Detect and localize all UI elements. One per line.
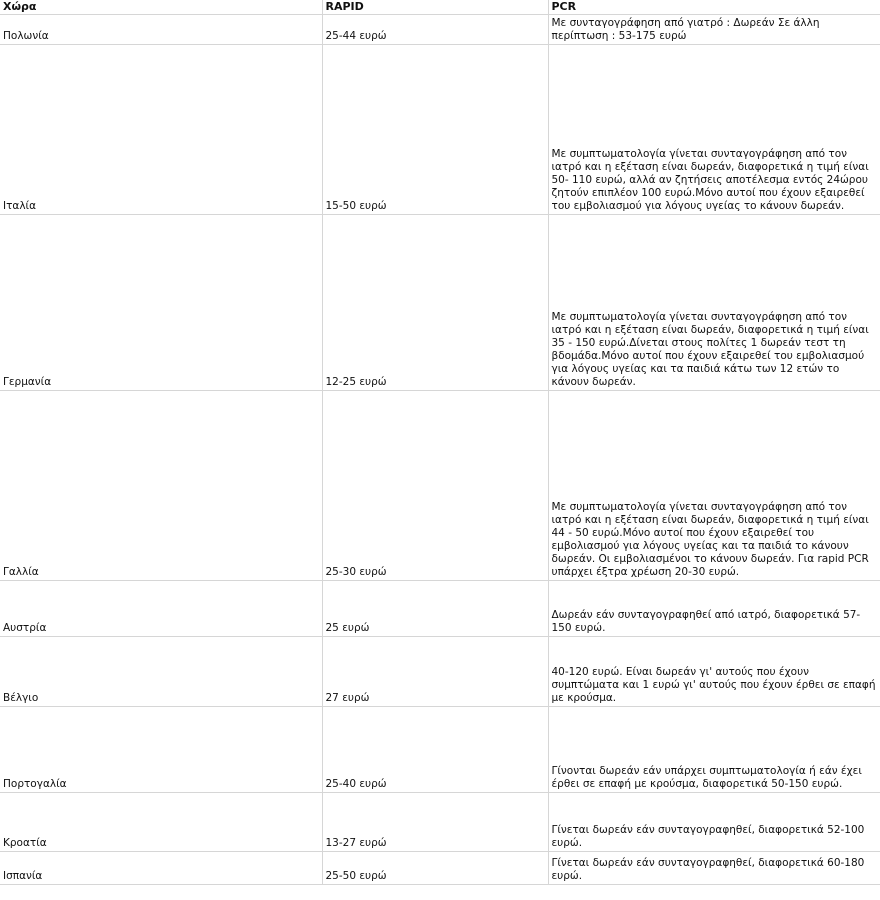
cell-rapid: 27 ευρώ <box>322 637 548 707</box>
cell-pcr: Γίνεται δωρεάν εάν συνταγογραφηθεί, διαφορετικά 52-100 ευρώ. <box>548 793 880 852</box>
header-country: Χώρα <box>0 0 322 15</box>
cell-pcr: 40-120 ευρώ. Είναι δωρεάν γι' αυτούς που έχουν συμπτώματα και 1 ευρώ γι' αυτούς που έχουν έρθει σε επαφή με κρούσμα. <box>548 637 880 707</box>
table-row <box>0 15 880 45</box>
cell-country: Πορτογαλία <box>0 707 322 793</box>
cell-country: Γαλλία <box>0 391 322 581</box>
table-row <box>0 581 880 637</box>
cell-rapid: 12-25 ευρώ <box>322 215 548 391</box>
table-row <box>0 391 880 581</box>
cell-pcr: Με συμπτωματολογία γίνεται συνταγογράφηση από τον ιατρό και η εξέταση είναι δωρεάν, διαφορετικά η τιμή είναι 50- 110 ευρώ, αλλά αν ζητήσεις αποτέλεσμα εντός 24ώρου ζητούν επιπλέον 100 ευρώ.Μόνο αυτοί που έχουν εξαιρεθεί του εμβολιασμού για λόγους υγείας το κάνουν δωρεάν. <box>548 45 880 215</box>
cell-rapid: 25-40 ευρώ <box>322 707 548 793</box>
table-row <box>0 215 880 391</box>
table-row <box>0 707 880 793</box>
table-row <box>0 45 880 215</box>
cell-rapid: 15-50 ευρώ <box>322 45 548 215</box>
table-row <box>0 637 880 707</box>
cell-rapid: 25-44 ευρώ <box>322 15 548 45</box>
cell-rapid: 25 ευρώ <box>322 581 548 637</box>
header-pcr: PCR <box>548 0 880 15</box>
cell-pcr: Με συνταγογράφηση από γιατρό : Δωρεάν Σε άλλη περίπτωση : 53-175 ευρώ <box>548 15 880 45</box>
table-row <box>0 793 880 852</box>
cell-country: Βέλγιο <box>0 637 322 707</box>
cell-rapid: 13-27 ευρώ <box>322 793 548 852</box>
cell-country: Αυστρία <box>0 581 322 637</box>
cell-country: Ιταλία <box>0 45 322 215</box>
cell-pcr: Γίνεται δωρεάν εάν συνταγογραφηθεί, διαφορετικά 60-180 ευρώ. <box>548 852 880 885</box>
cell-pcr: Γίνονται δωρεάν εάν υπάρχει συμπτωματολογία ή εάν έχει έρθει σε επαφή με κρούσμα, διαφορετικά 50-150 ευρώ. <box>548 707 880 793</box>
cell-country: Γερμανία <box>0 215 322 391</box>
cell-pcr: Με συμπτωματολογία γίνεται συνταγογράφηση από τον ιατρό και η εξέταση είναι δωρεάν, διαφορετικά η τιμή είναι 44 - 50 ευρώ.Μόνο αυτοί που έχουν εξαιρεθεί του εμβολιασμού για λόγους υγείας και τα παιδιά το κάνουν δωρεάν. Οι εμβολιασμένοι το κάνουν δωρεάν. Για rapid PCR υπάρχει έξτρα χρέωση 20-30 ευρώ. <box>548 391 880 581</box>
cell-rapid: 25-50 ευρώ <box>322 852 548 885</box>
cell-country: Κροατία <box>0 793 322 852</box>
cell-rapid: 25-30 ευρώ <box>322 391 548 581</box>
cell-country: Ισπανία <box>0 852 322 885</box>
cell-pcr: Με συμπτωματολογία γίνεται συνταγογράφηση από τον ιατρό και η εξέταση είναι δωρεάν, διαφορετικά η τιμή είναι 35 - 150 ευρώ.Δίνεται στους πολίτες 1 δωρεάν τεστ τη βδομάδα.Μόνο αυτοί που έχουν εξαιρεθεί του εμβολιασμού για λόγους υγείας και τα παιδιά κάτω των 12 ετών το κάνουν δωρεάν. <box>548 215 880 391</box>
cell-country: Πολωνία <box>0 15 322 45</box>
table-row <box>0 852 880 885</box>
cell-pcr: Δωρεάν εάν συνταγογραφηθεί από ιατρό, διαφορετικά 57-150 ευρώ. <box>548 581 880 637</box>
header-row <box>0 0 880 15</box>
header-rapid: RAPID <box>322 0 548 15</box>
